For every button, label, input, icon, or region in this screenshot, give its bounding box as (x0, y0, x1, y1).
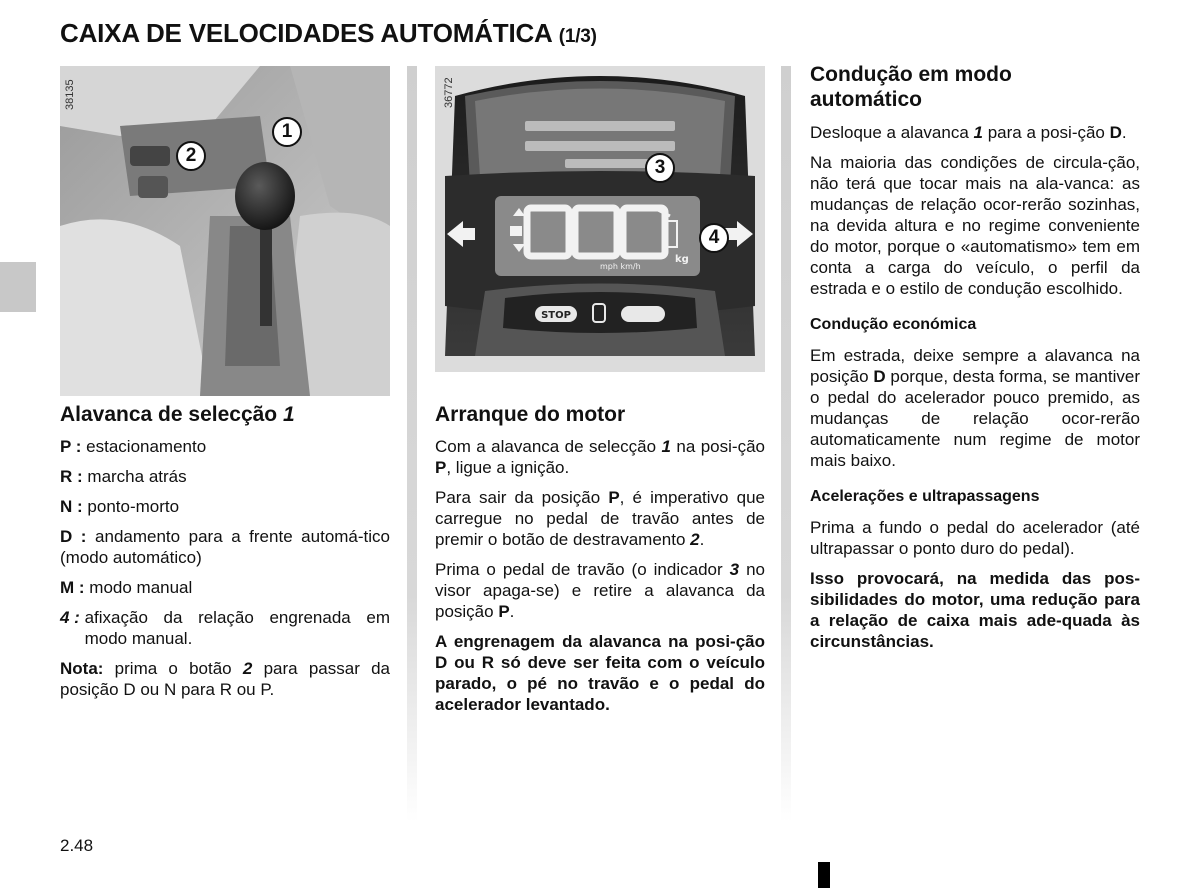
text: , ligue a ignição. (446, 458, 570, 477)
unit-kg-label: kg (675, 254, 689, 265)
item-text: modo manual (89, 578, 193, 597)
section-tab-marker (0, 262, 36, 312)
callout-4: 4 (699, 223, 729, 253)
stop-start-label: STOP (541, 310, 571, 321)
ref-number: 1 (973, 123, 983, 142)
column-separator-1 (407, 66, 417, 822)
bold-paragraph: Isso provocará, na medida das pos-sibilidades do motor, uma redução para a relação de caixa mais ade-quada às circunstâncias. (810, 569, 1140, 651)
paragraph (810, 122, 1140, 143)
text: . (1121, 123, 1127, 142)
callout-1: 1 (272, 117, 302, 147)
text: , é imperativo que carregue no pedal de travão antes de premir o botão de destravamento (435, 488, 765, 549)
gear-position: P (608, 488, 620, 507)
ref-number: 3 (729, 560, 740, 579)
warning-paragraph: A engrenagem da alavanca na posi-ção D ou R só deve ser feita com o veículo parado, o pé no travão e o pedal do acelerador levantado. (435, 632, 765, 714)
list-item (60, 607, 390, 649)
note-ref-number: 2 (242, 659, 253, 678)
text: . (509, 602, 515, 621)
subheading-economic: Condução económica (810, 316, 977, 333)
text: Para sair da posição (435, 488, 609, 507)
page-number: 2.48 (60, 836, 94, 855)
item-key: M : (60, 578, 85, 597)
paragraph (810, 345, 1140, 471)
section-heading-auto-mode: Condução em modo automático (810, 63, 1012, 111)
dashboard-figure (435, 66, 765, 372)
ref-number: 1 (661, 437, 671, 456)
lever-positions-list (60, 436, 390, 700)
note-text: prima o botão (103, 659, 243, 678)
figure-ref-number: 38135 (64, 79, 76, 110)
text: Com a alavanca de selecção (435, 437, 662, 456)
paragraph: Prima a fundo o pedal do acelerador (até ultrapassar o ponto duro do pedal). (810, 518, 1140, 558)
subheading-acceleration: Acelerações e ultrapassagens (810, 488, 1040, 505)
list-item (60, 577, 390, 598)
text: Prima o pedal de travão (o indicador (435, 560, 730, 579)
item-key: D : (60, 527, 87, 546)
item-key: N : (60, 497, 83, 516)
item-text: marcha atrás (87, 467, 187, 486)
page-title (60, 18, 597, 49)
gear-position: P (435, 458, 447, 477)
heading-text: Alavanca de selecção (60, 403, 278, 426)
gear-lever-illustration (60, 66, 390, 396)
item-key: P : (60, 437, 82, 456)
gear-position: P (498, 602, 510, 621)
note-label: Nota: (60, 659, 104, 678)
text: para a posi-ção (982, 123, 1110, 142)
gear-position: D (873, 367, 886, 386)
item-key: 4 : (60, 608, 80, 627)
start-instructions (435, 436, 765, 715)
text: na posi-ção (670, 437, 765, 456)
auto-mode-text (810, 122, 1140, 652)
speed-units-label: mph km/h (600, 262, 641, 271)
note-text: para passar da posição D ou N para R ou P. (60, 659, 390, 699)
paragraph (435, 487, 765, 550)
paragraph (435, 559, 765, 622)
item-text: estacionamento (86, 437, 207, 456)
list-item (60, 526, 390, 568)
text: porque, desta forma, se mantiver o pedal do acelerador pouco premido, as mudanças de relação ocor-rerão automaticamente num regime de motor mais baixo. (810, 367, 1140, 470)
paragraph (435, 436, 765, 478)
text: no visor apaga-se) e retire a alavanca da posição (435, 560, 765, 621)
list-item (60, 466, 390, 487)
list-item (60, 436, 390, 457)
paragraph: Na maioria das condições de circula-ção, não terá que tocar mais na ala-vanca: as mudanças de relação ocor-rerão sozinhas, na devida altura e no regime conveniente do motor, porque o «automatismo» tem em conta a carga do veículo, o perfil da estrada e o estilo de condução escolhido. (810, 153, 1140, 298)
text: Em estrada, deixe sempre a alavanca na posição (810, 346, 1140, 386)
callout-3: 3 (645, 153, 675, 183)
item-text: andamento para a frente automá-tico (modo automático) (60, 527, 390, 567)
text: Desloque a alavanca (810, 123, 974, 142)
text: . (699, 530, 705, 549)
column-separator-2 (781, 66, 791, 822)
callout-2: 2 (176, 141, 206, 171)
list-item (60, 496, 390, 517)
gear-lever-figure (60, 66, 390, 396)
ref-number: 2 (690, 530, 700, 549)
item-key: R : (60, 467, 83, 486)
section-heading-selector (60, 402, 390, 427)
heading-ref-number: 1 (282, 403, 295, 426)
figure-ref-number: 36772 (443, 77, 455, 108)
page-title-suffix: (1/3) (558, 26, 597, 47)
note-paragraph (60, 658, 390, 700)
item-text: ponto-morto (87, 497, 180, 516)
section-heading-start: Arranque do motor (435, 403, 626, 426)
gear-position: D (1109, 123, 1122, 142)
page-title-text: CAIXA DE VELOCIDADES AUTOMÁTICA (60, 18, 552, 48)
edge-marker (818, 862, 830, 888)
dashboard-illustration (435, 66, 765, 372)
item-text: afixação da relação engrenada em modo manual. (84, 608, 390, 648)
